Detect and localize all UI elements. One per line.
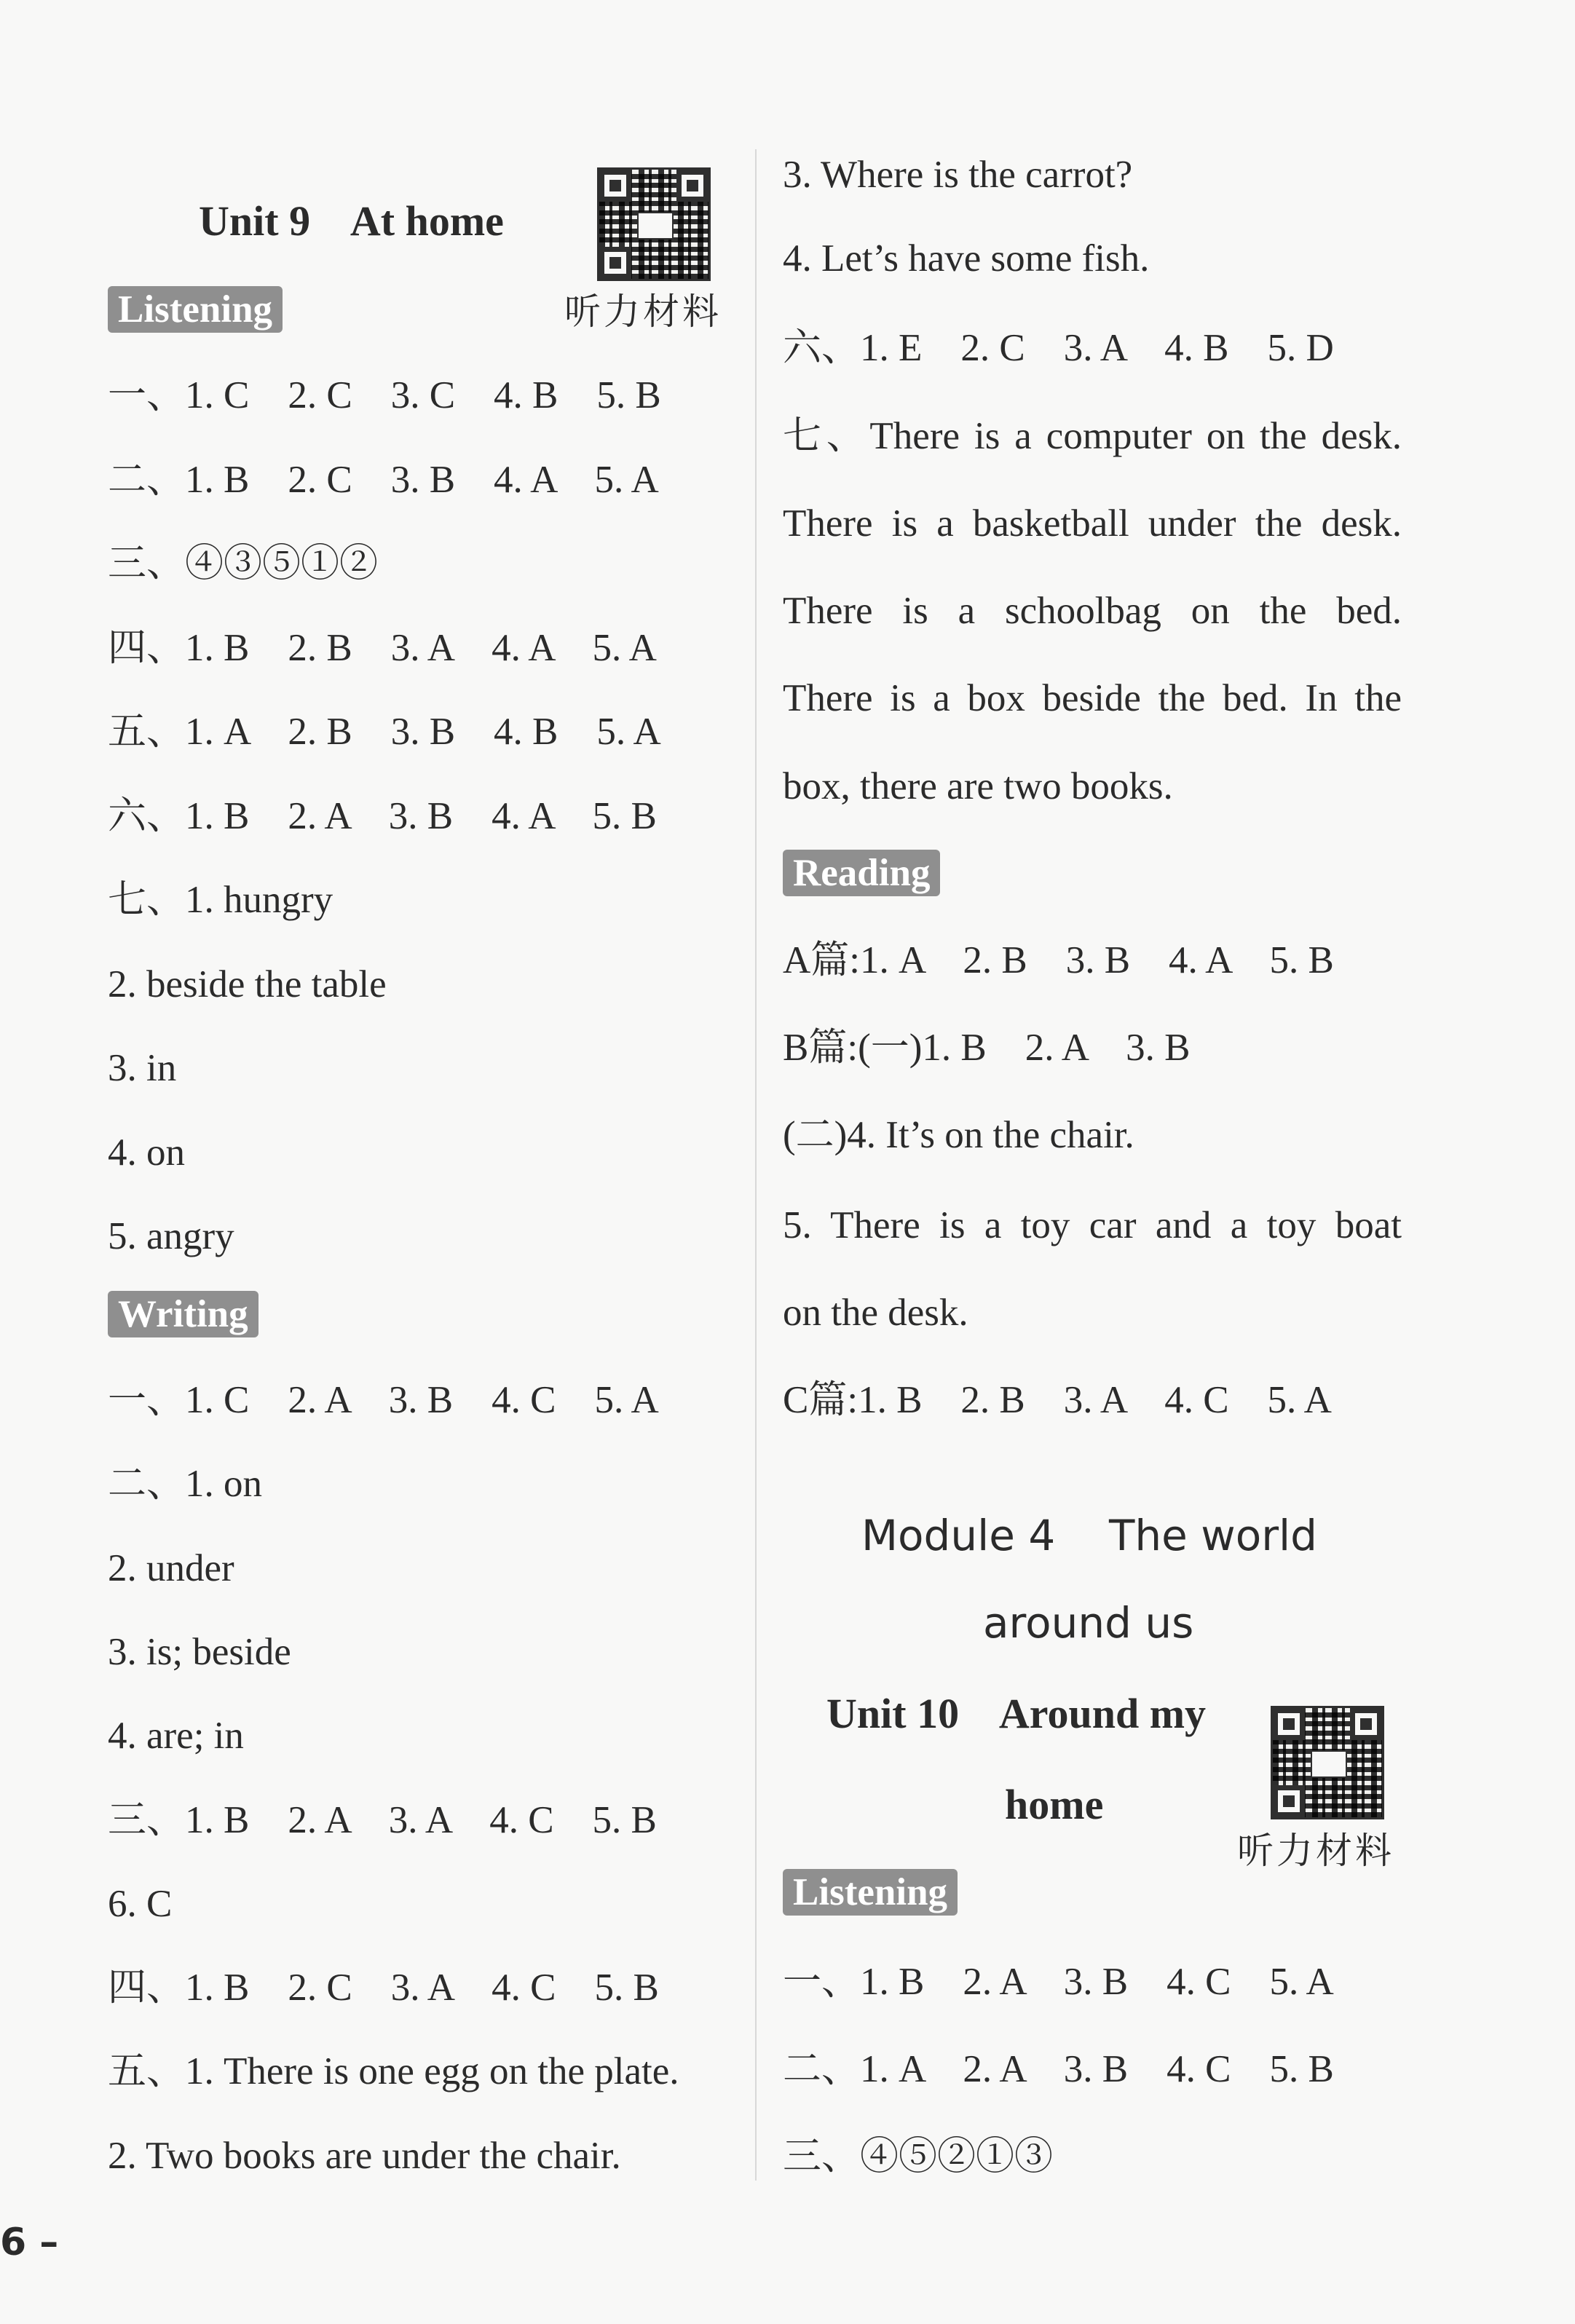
qr-logo (1311, 1750, 1347, 1778)
unit-10-title-line2: home (1005, 1781, 1104, 1828)
answer-line: 2. Two books are under the chair. (108, 2134, 621, 2177)
answer-line: 二、1. on (108, 1463, 262, 1506)
qr-label: 听力材料 (564, 291, 722, 332)
answer-line: (二)4. It’s on the chair. (783, 1114, 1134, 1156)
column-divider (755, 149, 757, 2181)
answer-line: 二、1. A 2. A 3. B 4. C 5. B (783, 2048, 1334, 2090)
answer-line: 五、1. There is one egg on the plate. (108, 2050, 679, 2093)
reading-badge: Reading (783, 850, 940, 896)
qr-finder (1350, 1708, 1382, 1740)
answer-line: A篇:1. A 2. B 3. B 4. A 5. B (783, 939, 1334, 981)
module-4-title-line2: around us (983, 1598, 1194, 1648)
answer-line: 三、④⑤②①③ (783, 2135, 1053, 2178)
answer-line: 一、1. C 2. C 3. C 4. B 5. B (108, 374, 661, 416)
answer-line: 4. are; in (108, 1715, 244, 1758)
reading-para-line: 5. There is a toy car and a toy boat (783, 1204, 1402, 1246)
qr-code-icon[interactable] (1271, 1706, 1384, 1819)
answer-line: 3. is; beside (108, 1630, 291, 1673)
answer-line: 6. C (108, 1882, 173, 1925)
answer-line: B篇:(一)1. B 2. A 3. B (783, 1027, 1191, 1069)
answer-line: 2. under (108, 1546, 234, 1589)
answer-line: There is a schoolbag on the bed. (783, 590, 1402, 632)
qr-finder (599, 247, 631, 279)
answer-line: 五、1. A 2. B 3. B 4. B 5. A (108, 711, 661, 753)
section-seven-last-line: box, there are two books. (783, 765, 1173, 807)
answer-line: 4. on (108, 1131, 185, 1174)
answer-line: 六、1. E 2. C 3. A 4. B 5. D (783, 327, 1334, 369)
answer-line: 二、1. B 2. C 3. B 4. A 5. A (108, 458, 659, 501)
answer-line: 四、1. B 2. C 3. A 4. C 5. B (108, 1967, 659, 2009)
qr-code-icon[interactable] (597, 167, 711, 281)
answer-line: 一、1. C 2. A 3. B 4. C 5. A (108, 1379, 659, 1421)
answer-line: 4. Let’s have some fish. (783, 237, 1150, 280)
answer-line: There is a basketball under the desk. (783, 502, 1402, 545)
module-4-title-line1: Module 4 The world (861, 1511, 1317, 1560)
answer-line: 一、1. B 2. A 3. B 4. C 5. A (783, 1961, 1334, 2003)
answer-line: 2. beside the table (108, 963, 387, 1005)
qr-finder (676, 170, 708, 202)
qr-finder (1273, 1708, 1305, 1740)
reading-para-last-line: on the desk. (783, 1292, 968, 1334)
qr-finder (1273, 1785, 1305, 1817)
listening-badge: Listening (108, 286, 283, 333)
answer-line: 三、1. B 2. A 3. A 4. C 5. B (108, 1798, 657, 1841)
unit-9-title: Unit 9 At home (199, 197, 504, 245)
unit-10-title-line1: Unit 10 Around my (826, 1690, 1207, 1737)
qr-label: 听力材料 (1237, 1830, 1394, 1871)
answer-line: 七、1. hungry (108, 879, 333, 921)
listening-badge: Listening (783, 1869, 958, 1916)
answer-line: 四、1. B 2. B 3. A 4. A 5. A (108, 626, 657, 669)
answer-line: 三、④③⑤①② (108, 542, 378, 585)
answer-line: 5. angry (108, 1215, 234, 1257)
qr-logo (637, 212, 674, 240)
answer-line: 六、1. B 2. A 3. B 4. A 5. B (108, 794, 657, 837)
answer-line: 七、There is a computer on the desk. (783, 415, 1402, 457)
reading-c-answers: C篇:1. B 2. B 3. A 4. C 5. A (783, 1379, 1332, 1421)
answer-line: 3. in (108, 1047, 177, 1089)
answer-line: 3. Where is the carrot? (783, 154, 1133, 196)
qr-finder (599, 170, 631, 202)
answer-line: There is a box beside the bed. In the (783, 677, 1402, 719)
page-number: 6 – (0, 2221, 59, 2264)
writing-badge: Writing (108, 1291, 258, 1337)
